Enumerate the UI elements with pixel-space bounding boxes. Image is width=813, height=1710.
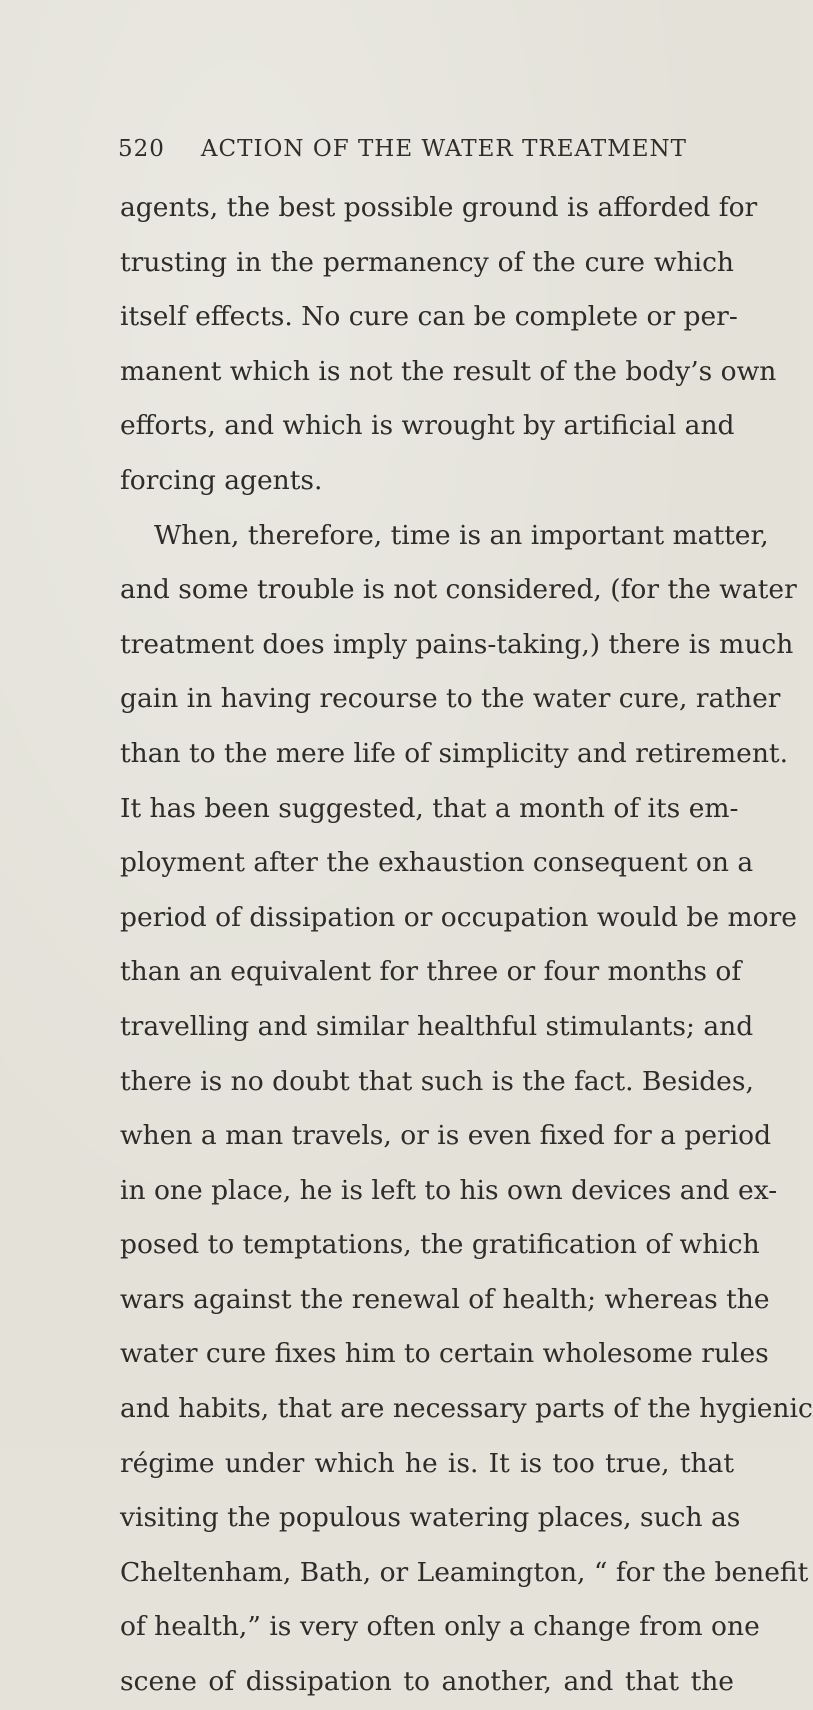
text-line: than an equivalent for three or four months of: [120, 956, 742, 988]
text-line: gain in having recourse to the water cure, rather: [120, 683, 781, 715]
text-line: in one place, he is left to his own devices and ex-: [120, 1174, 778, 1206]
text-line: When, therefore, time is an important matter,: [154, 519, 769, 551]
text-line: and some trouble is not considered, (for the water: [120, 574, 797, 606]
text-line: posed to temptations, the gratification of which: [120, 1229, 760, 1261]
text-line: than to the mere life of simplicity and retirement.: [120, 737, 788, 769]
text-line: trusting in the permanency of the cure which: [120, 246, 734, 278]
text-line: forcing agents.: [120, 464, 323, 496]
text-line: scene of dissipation to another, and that the: [120, 1666, 734, 1698]
text-line: there is no doubt that such is the fact. Besides,: [120, 1065, 754, 1097]
text-line: agents, the best possible ground is afforded for: [120, 192, 758, 223]
text-line: Cheltenham, Bath, or Leamington, “ for the benefit: [120, 1556, 809, 1588]
text-line: efforts, and which is wrought by artificial and: [120, 410, 735, 442]
text-line: ployment after the exhaustion consequent on a: [120, 847, 754, 879]
text-line: travelling and similar healthful stimulants; and: [120, 1010, 754, 1042]
text-line: visiting the populous watering places, such as: [120, 1502, 741, 1534]
text-line: period of dissipation or occupation would be more: [120, 901, 797, 933]
running-head: [118, 136, 738, 162]
text-line: water cure fixes him to certain wholesome rules: [120, 1338, 769, 1370]
text-line: when a man travels, or is even fixed for a period: [120, 1120, 772, 1152]
text-line: of health,” is very often only a change from one: [120, 1611, 760, 1643]
text-line: wars against the renewal of health; whereas the: [120, 1283, 770, 1315]
running-title: ACTION OF THE WATER TREATMENT: [200, 136, 688, 162]
text-line: itself effects. No cure can be complete or per-: [120, 301, 738, 333]
text-line: and habits, that are necessary parts of the hygienic: [120, 1393, 813, 1425]
page-number: 520: [118, 136, 165, 162]
text-line: manent which is not the result of the body’s own: [120, 355, 777, 387]
text-line: régime under which he is. It is too true, that: [120, 1447, 734, 1479]
text-line: It has been suggested, that a month of its em-: [120, 792, 739, 824]
text-line: treatment does imply pains-taking,) there is much: [120, 628, 794, 660]
body-text: [120, 181, 813, 1710]
